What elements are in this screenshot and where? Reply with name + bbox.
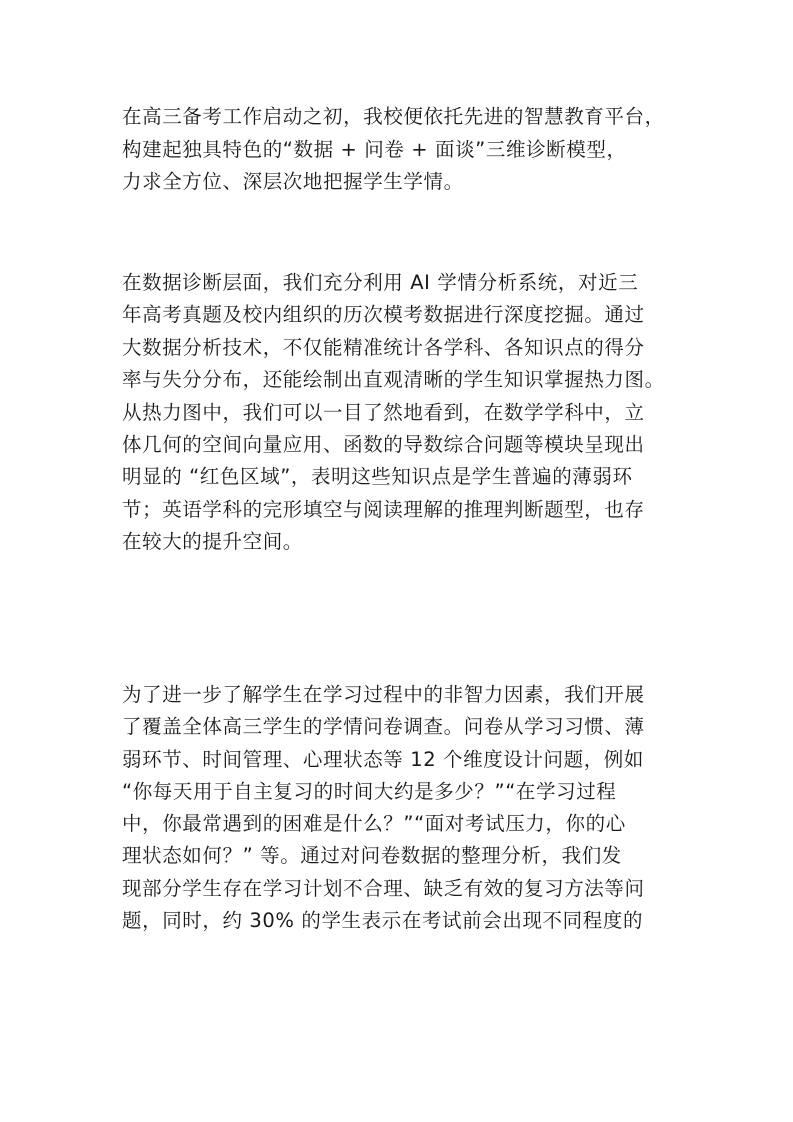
- paragraph-1: [122, 101, 682, 199]
- text-line: “你每天用于自主复习的时间大约是多少？”“在学习过程: [122, 779, 617, 803]
- text-line: 为了进一步了解学生在学习过程中的非智力因素，我们开展: [122, 683, 645, 706]
- text-line: 力求全方位、深层次地把握学生学情。: [122, 170, 464, 193]
- text-line: 在较大的提升空间。: [122, 530, 303, 554]
- text-line: 大数据分析技术，不仅能精准统计各学科、各知识点的得分: [122, 335, 645, 359]
- text-line: 题，同时，约 30% 的学生表示在考试前会出现不同程度的: [122, 909, 644, 933]
- text-line: 年高考真题及校内组织的历次模考数据进行深度挖掘。通过: [122, 303, 645, 327]
- text-line: 现部分学生存在学习计划不合理、缺乏有效的复习方法等问: [122, 876, 645, 900]
- text-line: 弱环节、时间管理、心理状态等 12 个维度设计问题，例如: [122, 747, 645, 771]
- text-line: 理状态如何？” 等。通过对问卷数据的整理分析，我们发: [122, 844, 622, 868]
- text-line: 中，你最常遇到的困难是什么？”“面对考试压力，你的心: [122, 812, 626, 836]
- text-line: 在高三备考工作启动之初，我校便依托先进的智慧教育平台，: [122, 105, 665, 128]
- text-line: 体几何的空间向量应用、函数的导数综合问题等模块呈现出: [122, 432, 645, 456]
- text-line: 明显的 “红色区域”，表明这些知识点是学生普遍的薄弱环: [122, 465, 633, 489]
- text-line: 率与失分分布，还能绘制出直观清晰的学生知识掌握热力图。: [122, 368, 665, 392]
- paragraph-2: [122, 267, 682, 559]
- text-line: 构建起独具特色的“数据 + 问卷 + 面谈”三维诊断模型，: [122, 137, 627, 161]
- text-line: 节；英语学科的完形填空与阅读理解的推理判断题型，也存: [122, 497, 645, 521]
- text-line: 从热力图中，我们可以一目了然地看到，在数学学科中，立: [122, 400, 645, 424]
- text-line: 了覆盖全体高三学生的学情问卷调查。问卷从学习习惯、薄: [122, 715, 645, 739]
- text-line: 在数据诊断层面，我们充分利用 AI 学情分析系统，对近三: [122, 271, 639, 294]
- paragraph-3: [122, 679, 682, 937]
